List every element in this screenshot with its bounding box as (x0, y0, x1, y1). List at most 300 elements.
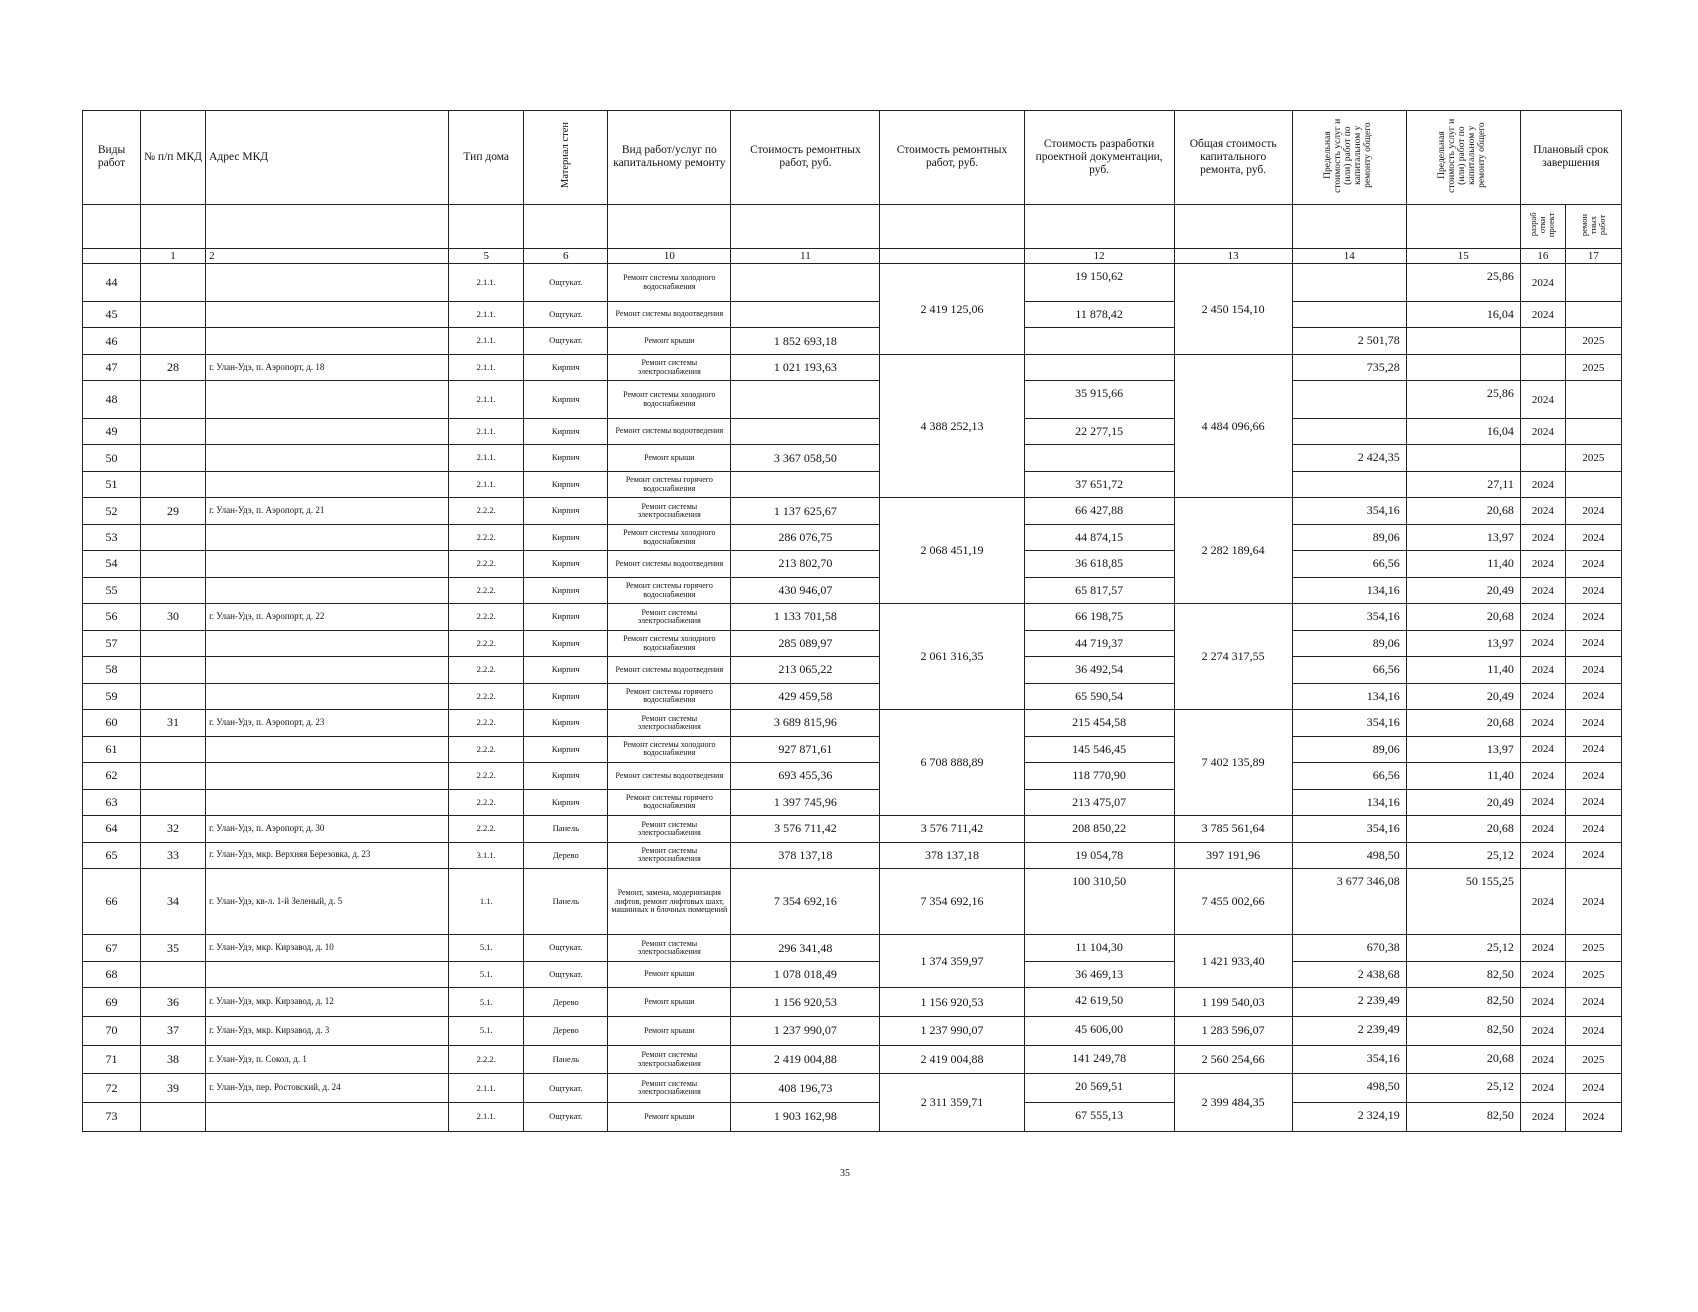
row-house-type-cell: 2.2.2. (449, 551, 524, 577)
row-mkd-number-cell: 35 (141, 935, 206, 961)
row-vid-cell: 54 (83, 551, 141, 577)
row-house-type-cell: 2.1.1. (449, 1103, 524, 1132)
row-vid-cell: 61 (83, 736, 141, 762)
row-mkd-number-cell (141, 789, 206, 815)
row-design-cost-cell: 11 878,42 (1024, 301, 1174, 327)
row-repair-cost-cell: 2 419 004,88 (731, 1045, 880, 1074)
row-design-year-cell: 2024 (1520, 381, 1565, 419)
column-number-cell: 5 (449, 248, 524, 263)
row-vid-cell: 73 (83, 1103, 141, 1132)
row-repair-year-cell: 2024 (1565, 630, 1621, 656)
sub-repair-header: ремон тных работ (1565, 204, 1621, 248)
row-wall-material-cell: Кирпич (524, 498, 608, 524)
row-house-type-cell: 2.1.1. (449, 445, 524, 471)
row-repair-cost-cell: 213 802,70 (731, 551, 880, 577)
row-mkd-number-cell (141, 264, 206, 302)
row-vid-cell: 49 (83, 418, 141, 444)
table-row (83, 710, 1622, 736)
row-house-type-cell: 2.1.1. (449, 381, 524, 419)
row-work-type-cell: Ремонт системы водоотведения (608, 301, 731, 327)
row-mkd-number-cell (141, 577, 206, 603)
row-mkd-number-cell (141, 301, 206, 327)
row-limit-14-cell: 66,56 (1292, 657, 1406, 683)
row-design-year-cell: 2024 (1520, 577, 1565, 603)
row-address-cell: г. Улан-Удэ, мкр. Верхняя Березовка, д. 23 (206, 842, 449, 868)
row-work-type-cell: Ремонт, замена, модернизация лифтов, ремонт лифтовых шахт, машинных и блочных помещений (608, 869, 731, 935)
row-limit-15-cell: 13,97 (1406, 524, 1520, 550)
merged-repair-cost-cell: 7 354 692,16 (880, 869, 1024, 935)
row-design-cost-cell (1024, 328, 1174, 354)
row-repair-year-cell: 2024 (1565, 657, 1621, 683)
row-vid-cell: 71 (83, 1045, 141, 1074)
row-repair-year-cell: 2025 (1565, 935, 1621, 961)
row-design-year-cell (1520, 354, 1565, 380)
row-repair-cost-cell (731, 381, 880, 419)
table-row (83, 816, 1622, 842)
row-vid-cell: 56 (83, 604, 141, 630)
row-repair-cost-cell: 286 076,75 (731, 524, 880, 550)
row-limit-15-cell: 13,97 (1406, 630, 1520, 656)
table-row (83, 683, 1622, 709)
row-mkd-number-cell: 39 (141, 1074, 206, 1103)
merged-repair-cost-cell: 2 419 004,88 (880, 1045, 1024, 1074)
header-row (83, 111, 1622, 205)
row-work-type-cell: Ремонт системы водоотведения (608, 551, 731, 577)
row-mkd-number-cell: 33 (141, 842, 206, 868)
row-address-cell: г. Улан-Удэ, п. Аэропорт, д. 23 (206, 710, 449, 736)
merged-repair-cost-cell: 2 419 125,06 (880, 264, 1024, 354)
row-vid-cell: 70 (83, 1017, 141, 1046)
row-design-year-cell: 2024 (1520, 604, 1565, 630)
row-repair-year-cell: 2024 (1565, 869, 1621, 935)
row-house-type-cell: 2.2.2. (449, 736, 524, 762)
row-vid-cell: 63 (83, 789, 141, 815)
table-row (83, 657, 1622, 683)
row-address-cell: г. Улан-Удэ, п. Сокол, д. 1 (206, 1045, 449, 1074)
row-vid-cell: 60 (83, 710, 141, 736)
row-limit-14-cell: 735,28 (1292, 354, 1406, 380)
row-house-type-cell: 5.1. (449, 988, 524, 1017)
row-vid-cell: 46 (83, 328, 141, 354)
row-design-cost-cell: 36 469,13 (1024, 961, 1174, 987)
row-wall-material-cell: Кирпич (524, 710, 608, 736)
row-vid-cell: 48 (83, 381, 141, 419)
row-repair-cost-cell (731, 418, 880, 444)
row-vid-cell: 66 (83, 869, 141, 935)
row-address-cell (206, 551, 449, 577)
row-address-cell: г. Улан-Удэ, пер. Ростовский, д. 24 (206, 1074, 449, 1103)
row-repair-cost-cell: 296 341,48 (731, 935, 880, 961)
row-design-cost-cell: 215 454,58 (1024, 710, 1174, 736)
table-row (83, 736, 1622, 762)
row-house-type-cell: 2.1.1. (449, 354, 524, 380)
row-repair-year-cell: 2024 (1565, 736, 1621, 762)
row-house-type-cell: 2.1.1. (449, 328, 524, 354)
row-repair-cost-cell: 430 946,07 (731, 577, 880, 603)
row-limit-15-cell: 11,40 (1406, 657, 1520, 683)
row-mkd-number-cell (141, 736, 206, 762)
row-repair-cost-cell (731, 471, 880, 497)
row-limit-14-cell (1292, 301, 1406, 327)
row-wall-material-cell: Кирпич (524, 604, 608, 630)
row-work-type-cell: Ремонт системы электроснабжения (608, 354, 731, 380)
table-row (83, 354, 1622, 380)
row-design-cost-cell: 208 850,22 (1024, 816, 1174, 842)
row-repair-year-cell: 2025 (1565, 445, 1621, 471)
column-number-cell: 14 (1292, 248, 1406, 263)
row-design-year-cell: 2024 (1520, 842, 1565, 868)
col-cost-repair-1-header: Стоимость ремонтных работ, руб. (731, 111, 880, 205)
row-wall-material-cell: Дерево (524, 988, 608, 1017)
row-repair-year-cell: 2024 (1565, 1017, 1621, 1046)
row-work-type-cell: Ремонт системы холодного водоснабжения (608, 524, 731, 550)
row-limit-14-cell: 354,16 (1292, 710, 1406, 736)
row-house-type-cell: 2.2.2. (449, 763, 524, 789)
row-limit-15-cell (1406, 445, 1520, 471)
row-repair-year-cell (1565, 381, 1621, 419)
column-number-cell: 13 (1174, 248, 1292, 263)
row-mkd-number-cell (141, 381, 206, 419)
row-repair-year-cell: 2024 (1565, 524, 1621, 550)
row-address-cell (206, 657, 449, 683)
row-repair-year-cell: 2024 (1565, 842, 1621, 868)
column-number-cell: 1 (141, 248, 206, 263)
row-repair-cost-cell: 429 459,58 (731, 683, 880, 709)
row-repair-year-cell: 2025 (1565, 961, 1621, 987)
row-work-type-cell: Ремонт крыши (608, 988, 731, 1017)
row-limit-15-cell: 25,12 (1406, 842, 1520, 868)
row-repair-cost-cell: 1 903 162,98 (731, 1103, 880, 1132)
row-repair-year-cell: 2024 (1565, 988, 1621, 1017)
row-house-type-cell: 2.2.2. (449, 630, 524, 656)
row-limit-14-cell (1292, 471, 1406, 497)
row-address-cell: г. Улан-Удэ, кв-л. 1-й Зеленый, д. 5 (206, 869, 449, 935)
row-limit-14-cell: 670,38 (1292, 935, 1406, 961)
row-limit-14-cell: 66,56 (1292, 763, 1406, 789)
row-vid-cell: 72 (83, 1074, 141, 1103)
row-limit-14-cell: 498,50 (1292, 1074, 1406, 1103)
col-material-header: Материал стен (524, 111, 608, 205)
row-limit-14-cell: 3 677 346,08 (1292, 869, 1406, 935)
row-wall-material-cell: Ощтукат. (524, 1074, 608, 1103)
row-wall-material-cell: Кирпич (524, 763, 608, 789)
row-repair-year-cell (1565, 264, 1621, 302)
row-limit-14-cell: 2 239,49 (1292, 988, 1406, 1017)
row-repair-cost-cell: 1 397 745,96 (731, 789, 880, 815)
row-work-type-cell: Ремонт системы горячего водоснабжения (608, 577, 731, 603)
row-design-cost-cell: 42 619,50 (1024, 988, 1174, 1017)
row-design-year-cell: 2024 (1520, 789, 1565, 815)
row-limit-15-cell: 20,68 (1406, 1045, 1520, 1074)
row-wall-material-cell: Дерево (524, 1017, 608, 1046)
row-vid-cell: 45 (83, 301, 141, 327)
row-design-year-cell: 2024 (1520, 869, 1565, 935)
table-row (83, 328, 1622, 354)
row-design-year-cell: 2024 (1520, 498, 1565, 524)
row-wall-material-cell: Кирпич (524, 577, 608, 603)
row-address-cell (206, 630, 449, 656)
row-repair-year-cell: 2024 (1565, 604, 1621, 630)
row-design-year-cell: 2024 (1520, 657, 1565, 683)
merged-repair-cost-cell: 1 374 359,97 (880, 935, 1024, 988)
row-mkd-number-cell (141, 961, 206, 987)
row-vid-cell: 64 (83, 816, 141, 842)
row-repair-year-cell (1565, 418, 1621, 444)
row-design-year-cell: 2024 (1520, 736, 1565, 762)
row-design-year-cell: 2024 (1520, 418, 1565, 444)
table-row (83, 961, 1622, 987)
merged-repair-cost-cell: 1 156 920,53 (880, 988, 1024, 1017)
row-limit-15-cell: 20,68 (1406, 710, 1520, 736)
row-mkd-number-cell: 29 (141, 498, 206, 524)
row-house-type-cell: 5.1. (449, 1017, 524, 1046)
row-limit-14-cell: 134,16 (1292, 789, 1406, 815)
row-design-cost-cell: 44 719,37 (1024, 630, 1174, 656)
row-design-cost-cell: 67 555,13 (1024, 1103, 1174, 1132)
row-mkd-number-cell (141, 630, 206, 656)
row-address-cell (206, 763, 449, 789)
table-row (83, 630, 1622, 656)
row-repair-cost-cell: 7 354 692,16 (731, 869, 880, 935)
row-address-cell: г. Улан-Удэ, мкр. Кирзавод, д. 3 (206, 1017, 449, 1046)
row-house-type-cell: 2.2.2. (449, 524, 524, 550)
row-address-cell (206, 577, 449, 603)
row-wall-material-cell: Ощтукат. (524, 264, 608, 302)
row-design-cost-cell (1024, 354, 1174, 380)
row-wall-material-cell: Кирпич (524, 551, 608, 577)
row-address-cell (206, 524, 449, 550)
row-repair-cost-cell: 1 078 018,49 (731, 961, 880, 987)
row-house-type-cell: 2.2.2. (449, 816, 524, 842)
row-limit-15-cell: 82,50 (1406, 1017, 1520, 1046)
table-row (83, 789, 1622, 815)
row-address-cell (206, 1103, 449, 1132)
row-limit-15-cell: 20,49 (1406, 789, 1520, 815)
row-house-type-cell: 1.1. (449, 869, 524, 935)
table-row (83, 1074, 1622, 1103)
column-numbers-row (83, 248, 1622, 263)
row-address-cell (206, 328, 449, 354)
row-work-type-cell: Ремонт крыши (608, 961, 731, 987)
column-number-cell: 11 (731, 248, 880, 263)
row-house-type-cell: 2.2.2. (449, 604, 524, 630)
row-design-year-cell: 2024 (1520, 988, 1565, 1017)
row-repair-cost-cell: 1 852 693,18 (731, 328, 880, 354)
table-row (83, 935, 1622, 961)
row-vid-cell: 55 (83, 577, 141, 603)
merged-total-cost-cell: 2 450 154,10 (1174, 264, 1292, 354)
row-limit-15-cell: 82,50 (1406, 988, 1520, 1017)
row-wall-material-cell: Ощтукат. (524, 1103, 608, 1132)
row-wall-material-cell: Панель (524, 1045, 608, 1074)
table-row (83, 763, 1622, 789)
merged-repair-cost-cell: 378 137,18 (880, 842, 1024, 868)
row-design-cost-cell: 65 817,57 (1024, 577, 1174, 603)
row-wall-material-cell: Кирпич (524, 471, 608, 497)
row-repair-year-cell (1565, 301, 1621, 327)
row-design-cost-cell: 37 651,72 (1024, 471, 1174, 497)
table-row (83, 418, 1622, 444)
row-house-type-cell: 2.1.1. (449, 418, 524, 444)
table-row (83, 1103, 1622, 1132)
row-work-type-cell: Ремонт системы холодного водоснабжения (608, 736, 731, 762)
merged-repair-cost-cell: 4 388 252,13 (880, 354, 1024, 497)
row-wall-material-cell: Кирпич (524, 354, 608, 380)
row-work-type-cell: Ремонт системы горячего водоснабжения (608, 789, 731, 815)
row-mkd-number-cell (141, 763, 206, 789)
row-address-cell: г. Улан-Удэ, п. Аэропорт, д. 30 (206, 816, 449, 842)
row-house-type-cell: 2.2.2. (449, 710, 524, 736)
row-vid-cell: 51 (83, 471, 141, 497)
row-limit-15-cell: 27,11 (1406, 471, 1520, 497)
row-mkd-number-cell: 32 (141, 816, 206, 842)
row-repair-cost-cell: 3 689 815,96 (731, 710, 880, 736)
row-limit-14-cell (1292, 381, 1406, 419)
row-vid-cell: 67 (83, 935, 141, 961)
row-wall-material-cell: Ощтукат. (524, 328, 608, 354)
row-limit-15-cell: 20,49 (1406, 577, 1520, 603)
row-design-year-cell: 2024 (1520, 961, 1565, 987)
row-design-cost-cell: 19 150,62 (1024, 264, 1174, 302)
col-limit-1-header: Предельная стоимость услуг и (или) работ по капитальном у ремонту общего (1292, 111, 1406, 205)
row-limit-15-cell: 11,40 (1406, 763, 1520, 789)
row-design-year-cell: 2024 (1520, 763, 1565, 789)
row-design-cost-cell: 45 606,00 (1024, 1017, 1174, 1046)
row-work-type-cell: Ремонт системы электроснабжения (608, 1074, 731, 1103)
row-vid-cell: 65 (83, 842, 141, 868)
row-limit-15-cell: 16,04 (1406, 301, 1520, 327)
table-row (83, 1045, 1622, 1074)
row-mkd-number-cell (141, 445, 206, 471)
row-repair-year-cell: 2025 (1565, 354, 1621, 380)
row-work-type-cell: Ремонт системы электроснабжения (608, 935, 731, 961)
merged-total-cost-cell: 1 283 596,07 (1174, 1017, 1292, 1046)
table-row (83, 551, 1622, 577)
row-design-year-cell: 2024 (1520, 301, 1565, 327)
row-wall-material-cell: Панель (524, 816, 608, 842)
row-design-cost-cell: 118 770,90 (1024, 763, 1174, 789)
merged-repair-cost-cell: 2 311 359,71 (880, 1074, 1024, 1132)
merged-total-cost-cell: 2 274 317,55 (1174, 604, 1292, 710)
row-design-cost-cell: 213 475,07 (1024, 789, 1174, 815)
column-number-cell: 12 (1024, 248, 1174, 263)
row-repair-cost-cell: 1 137 625,67 (731, 498, 880, 524)
row-wall-material-cell: Ощтукат. (524, 961, 608, 987)
column-number-cell: 10 (608, 248, 731, 263)
row-limit-15-cell: 13,97 (1406, 736, 1520, 762)
row-work-type-cell: Ремонт крыши (608, 328, 731, 354)
row-limit-15-cell: 20,49 (1406, 683, 1520, 709)
row-repair-year-cell: 2024 (1565, 577, 1621, 603)
merged-total-cost-cell: 4 484 096,66 (1174, 354, 1292, 497)
row-limit-14-cell (1292, 264, 1406, 302)
row-work-type-cell: Ремонт системы холодного водоснабжения (608, 264, 731, 302)
row-design-cost-cell: 141 249,78 (1024, 1045, 1174, 1074)
row-address-cell (206, 264, 449, 302)
merged-repair-cost-cell: 1 237 990,07 (880, 1017, 1024, 1046)
row-work-type-cell: Ремонт системы холодного водоснабжения (608, 381, 731, 419)
row-house-type-cell: 2.2.2. (449, 1045, 524, 1074)
row-design-year-cell: 2024 (1520, 524, 1565, 550)
row-design-cost-cell: 100 310,50 (1024, 869, 1174, 935)
column-number-cell (880, 248, 1024, 263)
row-repair-year-cell: 2024 (1565, 1074, 1621, 1103)
row-address-cell: г. Улан-Удэ, п. Аэропорт, д. 18 (206, 354, 449, 380)
page-number: 35 (840, 1168, 850, 1179)
merged-repair-cost-cell: 2 068 451,19 (880, 498, 1024, 604)
row-mkd-number-cell: 37 (141, 1017, 206, 1046)
row-limit-14-cell: 89,06 (1292, 630, 1406, 656)
row-mkd-number-cell (141, 328, 206, 354)
row-repair-year-cell: 2024 (1565, 789, 1621, 815)
col-work-header: Вид работ/услуг по капитальному ремонту (608, 111, 731, 205)
row-design-year-cell: 2024 (1520, 1045, 1565, 1074)
row-work-type-cell: Ремонт системы электроснабжения (608, 1045, 731, 1074)
col-type-header: Тип дома (449, 111, 524, 205)
row-work-type-cell: Ремонт крыши (608, 1103, 731, 1132)
row-repair-cost-cell: 213 065,22 (731, 657, 880, 683)
row-wall-material-cell: Кирпич (524, 630, 608, 656)
row-house-type-cell: 5.1. (449, 935, 524, 961)
row-limit-15-cell: 25,86 (1406, 264, 1520, 302)
row-work-type-cell: Ремонт системы горячего водоснабжения (608, 683, 731, 709)
row-repair-cost-cell: 693 455,36 (731, 763, 880, 789)
row-mkd-number-cell: 28 (141, 354, 206, 380)
table-row (83, 471, 1622, 497)
sub-design-header: разраб отки проект (1520, 204, 1565, 248)
capital-repair-table (82, 110, 1622, 1132)
row-vid-cell: 53 (83, 524, 141, 550)
table-row (83, 604, 1622, 630)
table-row (83, 381, 1622, 419)
row-house-type-cell: 5.1. (449, 961, 524, 987)
row-limit-15-cell: 82,50 (1406, 961, 1520, 987)
row-wall-material-cell: Ощтукат. (524, 935, 608, 961)
col-limit-2-header: Предельная стоимость услуг и (или) работ по капитальном у ремонту общего (1406, 111, 1520, 205)
row-mkd-number-cell (141, 1103, 206, 1132)
row-limit-15-cell: 20,68 (1406, 604, 1520, 630)
row-repair-year-cell: 2024 (1565, 816, 1621, 842)
row-work-type-cell: Ремонт системы электроснабжения (608, 842, 731, 868)
row-house-type-cell: 2.2.2. (449, 683, 524, 709)
row-address-cell (206, 789, 449, 815)
row-design-year-cell: 2024 (1520, 816, 1565, 842)
row-limit-14-cell: 2 501,78 (1292, 328, 1406, 354)
row-mkd-number-cell (141, 657, 206, 683)
row-work-type-cell: Ремонт системы электроснабжения (608, 498, 731, 524)
table-row (83, 264, 1622, 302)
row-design-year-cell (1520, 328, 1565, 354)
merged-total-cost-cell: 2 282 189,64 (1174, 498, 1292, 604)
merged-total-cost-cell: 7 455 002,66 (1174, 869, 1292, 935)
row-design-year-cell: 2024 (1520, 710, 1565, 736)
row-limit-14-cell: 498,50 (1292, 842, 1406, 868)
row-design-year-cell: 2024 (1520, 264, 1565, 302)
row-limit-14-cell: 134,16 (1292, 577, 1406, 603)
row-wall-material-cell: Панель (524, 869, 608, 935)
row-work-type-cell: Ремонт крыши (608, 1017, 731, 1046)
col-vidy-header: Виды работ (83, 111, 141, 205)
row-address-cell (206, 961, 449, 987)
row-mkd-number-cell (141, 551, 206, 577)
table-row (83, 577, 1622, 603)
row-repair-year-cell: 2024 (1565, 551, 1621, 577)
table-row (83, 498, 1622, 524)
column-number-cell: 17 (1565, 248, 1621, 263)
row-address-cell (206, 683, 449, 709)
row-repair-year-cell: 2024 (1565, 498, 1621, 524)
row-design-year-cell: 2024 (1520, 935, 1565, 961)
